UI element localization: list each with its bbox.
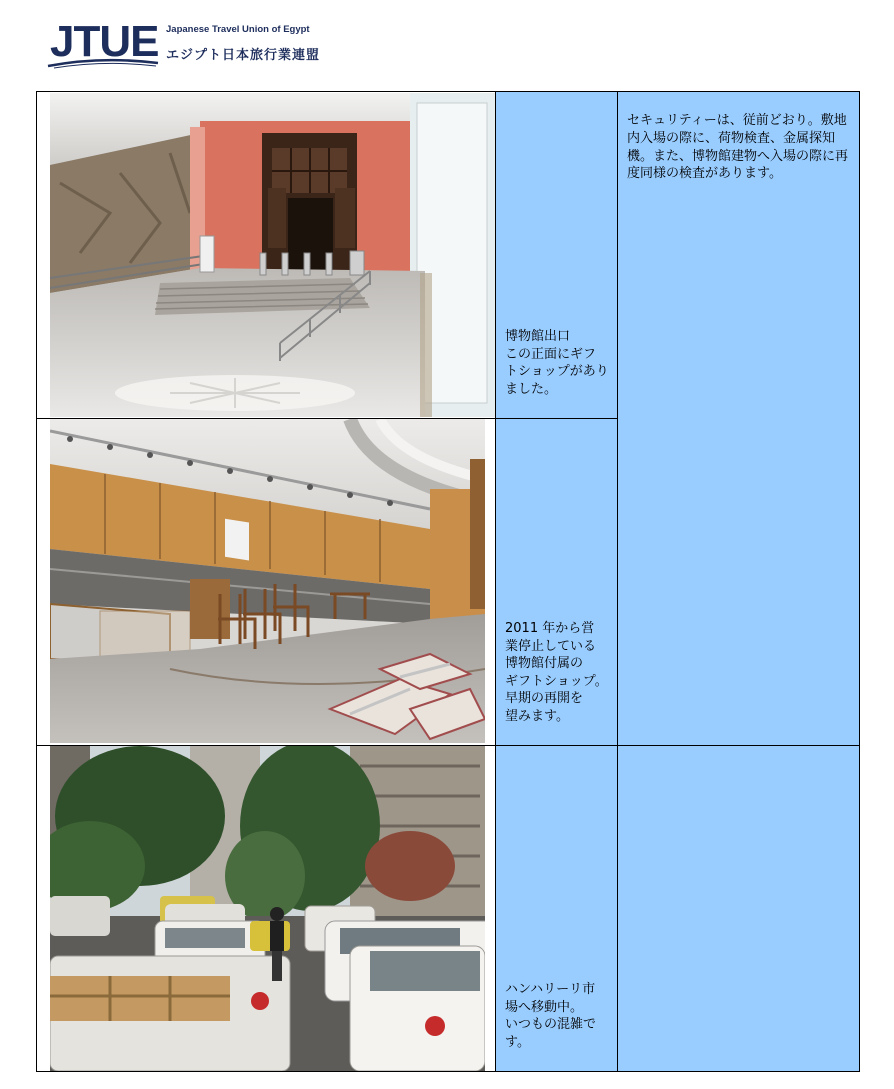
grid-line xyxy=(37,745,859,746)
report-table xyxy=(36,91,860,1072)
closed-gift-shop-photo xyxy=(50,419,485,743)
caption-museum-exit: 博物館出口 この正面にギフ トショップがあり ました。 xyxy=(505,329,609,397)
caption-gift-shop: 2011 年から営 業停止している 博物館付属の ギフトショップ。 早期の再開を 望みます。 xyxy=(505,621,608,724)
caption-cell-1 xyxy=(496,92,617,418)
security-note: セキュリティーは、従前どおり。敷地内入場の際に、荷物検査、金属探知機。また、博物館建物へ入場の際に再度同様の検査があります。 xyxy=(627,113,849,182)
logo-swoosh-icon xyxy=(46,50,161,70)
traffic-street-photo xyxy=(50,746,485,1071)
museum-exit-photo xyxy=(50,93,495,417)
grid-line xyxy=(495,92,496,1071)
caption-traffic: ハンハリーリ市 場へ移動中。 いつもの混雑で す。 xyxy=(505,982,597,1050)
caption-cell-2 xyxy=(496,419,617,745)
grid-line xyxy=(617,92,618,1071)
grid-line xyxy=(37,418,617,419)
security-note-cell xyxy=(618,92,859,745)
logo-mark: JTUE xyxy=(50,17,159,66)
logo-japanese-name: エジプト日本旅行業連盟 xyxy=(166,48,321,63)
jtue-logo xyxy=(46,17,346,72)
caption-cell-3 xyxy=(496,746,617,1071)
logo-english-name: Japanese Travel Union of Egypt xyxy=(166,24,310,35)
empty-note-cell xyxy=(618,746,859,1071)
